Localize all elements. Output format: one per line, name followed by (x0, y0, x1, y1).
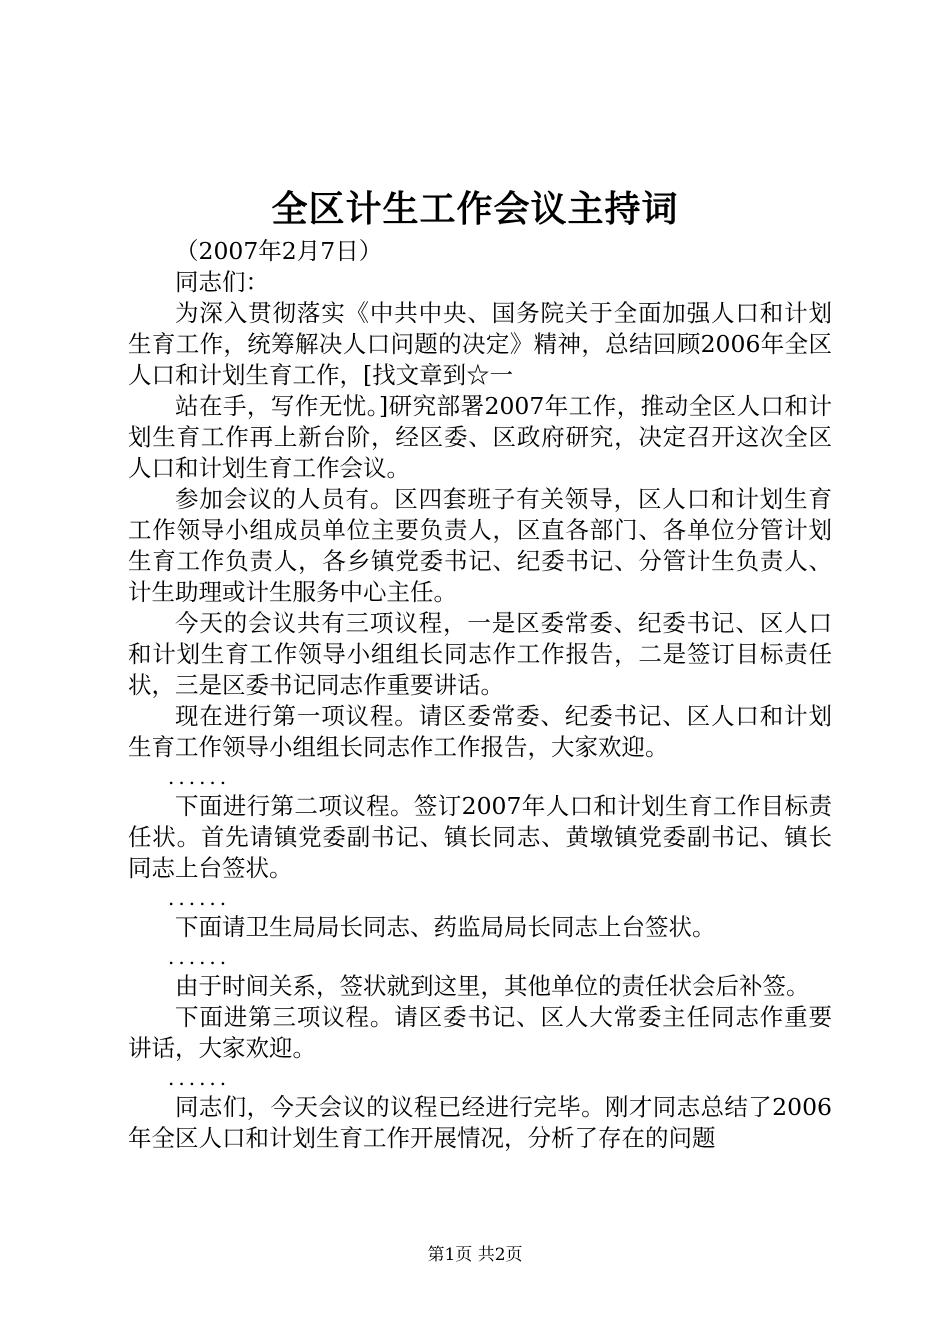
paragraph-3: 参加会议的人员有。区四套班子有关领导，区人口和计划生育工作领导小组成员单位主要负责人，区直各部门、各单位分管计划生育工作负责人，各乡镇党委书记、纪委书记、分管计生负责人、计生助理或计生服务中心主任。 (128, 485, 832, 606)
paragraph-5: 现在进行第一项议程。请区委常委、纪委书记、区人口和计划生育工作领导小组组长同志作工作报告，大家欢迎。 (128, 702, 832, 761)
paragraph-6: 下面进行第二项议程。签订2007年人口和计划生育工作目标责任状。首先请镇党委副书记、镇长同志、黄墩镇党委副书记、镇长同志上台签状。 (128, 792, 832, 882)
paragraph-7: 下面请卫生局局长同志、药监局局长同志上台签状。 (175, 913, 716, 941)
document-title: 全区计生工作会议主持词 (271, 188, 679, 230)
paragraph-1: 为深入贯彻落实《中共中央、国务院关于全面加强人口和计划生育工作，统筹解决人口问题的决定》精神，总结回顾2006年全区人口和计划生育工作，[找文章到☆一 (128, 299, 832, 389)
ellipsis-2: ...... (168, 886, 231, 910)
ellipsis-1: ...... (168, 765, 231, 789)
paragraph-9: 下面进第三项议程。请区委书记、区人大常委主任同志作重要讲话，大家欢迎。 (128, 1003, 832, 1062)
ellipsis-4: ...... (168, 1066, 231, 1090)
ellipsis-3: ...... (168, 945, 231, 969)
paragraph-2: 站在手，写作无忧。]研究部署2007年工作，推动全区人口和计划生育工作再上新台阶，经区委、区政府研究，决定召开这次全区人口和计划生育工作会议。 (128, 392, 832, 482)
paragraph-10: 同志们，今天会议的议程已经进行完毕。刚才同志总结了2006年全区人口和计划生育工作开展情况，分析了存在的问题 (128, 1093, 832, 1152)
document-body (128, 236, 832, 1154)
greeting: 同志们： (175, 268, 269, 296)
date-line: （2007年2月7日） (175, 237, 383, 265)
paragraph-8: 由于时间关系，签状就到这里，其他单位的责任状会后补签。 (175, 972, 810, 1000)
page-footer: 第1页 共2页 (427, 1245, 523, 1265)
paragraph-4: 今天的会议共有三项议程，一是区委常委、纪委书记、区人口和计划生育工作领导小组组长同志作工作报告，二是签订目标责任状，三是区委书记同志作重要讲话。 (128, 609, 832, 699)
